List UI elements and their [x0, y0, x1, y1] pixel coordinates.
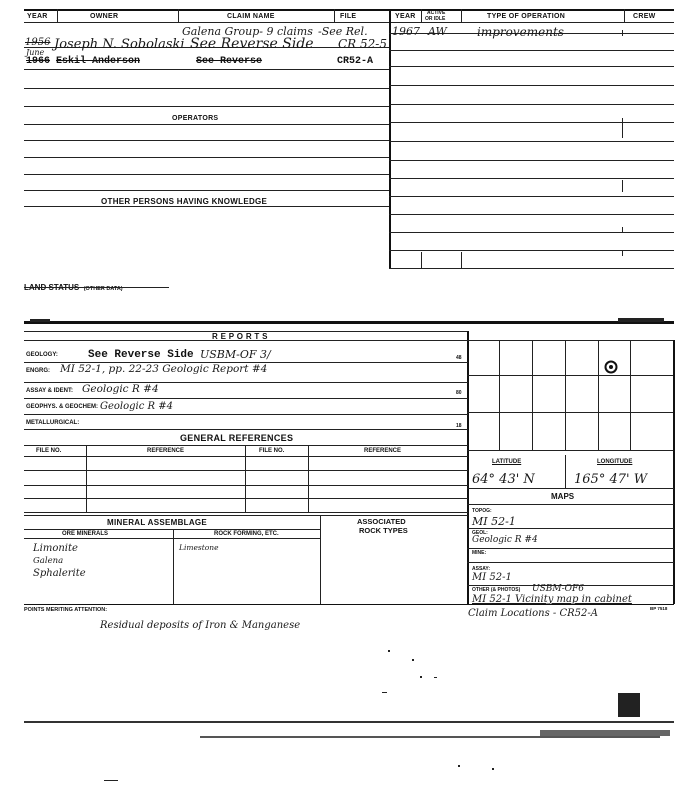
- land-status: [24, 277, 123, 295]
- header-type-of-operation: TYPE OF OPERATION: [487, 13, 566, 20]
- side-number-3: 18: [456, 423, 462, 429]
- other-photos-label: OTHER (& PHOTOS): [472, 587, 521, 593]
- latitude-value: 64° 43' N: [472, 472, 535, 487]
- location-marker-icon: [604, 360, 618, 374]
- header-year-2: YEAR: [395, 13, 416, 20]
- associated-label: ASSOCIATED: [357, 517, 406, 526]
- form-number: BP 7518: [650, 606, 668, 611]
- mineral-assemblage-title: MINERAL ASSEMBLAGE: [107, 518, 208, 527]
- rock-forming-label: ROCK FORMING, ETC.: [214, 531, 279, 537]
- col-file-no-2: FILE NO.: [259, 448, 285, 454]
- rock-forming-item: Limestone: [179, 543, 219, 552]
- geol-label: GEOL:: [472, 530, 488, 536]
- geol-value: Geologic R #4: [472, 535, 538, 545]
- points-meriting-value: Residual deposits of Iron & Manganese: [100, 620, 301, 631]
- longitude-label: LONGITUDE: [597, 459, 633, 465]
- row1-claim-ref: -See Rel.: [318, 25, 368, 38]
- ore-minerals-label: ORE MINERALS: [62, 531, 109, 537]
- header-crew: CREW: [633, 13, 656, 20]
- row3-year: 1966: [26, 56, 51, 67]
- header-or-idle: OR IDLE: [425, 16, 446, 22]
- col-reference-2: REFERENCE: [364, 448, 402, 454]
- maps-label: MAPS: [551, 492, 575, 501]
- row2-claim-name: See Reverse Side: [190, 36, 314, 52]
- other-photos-value-1: USBM-OF6: [532, 584, 584, 594]
- rock-types-label: ROCK TYPES: [359, 526, 408, 535]
- land-status-title: LAND STATUS: [24, 283, 80, 292]
- assay-ident-label: ASSAY & IDENT:: [26, 388, 74, 394]
- geophys-value: Geologic R #4: [100, 401, 173, 412]
- row2-year-correction: June: [26, 48, 45, 57]
- assay-map-label: ASSAY:: [472, 566, 491, 572]
- engrg-label: ENGRG:: [26, 368, 50, 374]
- row1-claim-name: Galena Group- 9 claims: [182, 25, 313, 38]
- row2-owner: Joseph N. Sobolaski: [54, 37, 185, 52]
- assay-ident-value: Geologic R #4: [82, 383, 159, 395]
- ore-mineral-item: Galena: [33, 556, 64, 566]
- ore-mineral-item: Limonite: [33, 543, 78, 554]
- header-year: YEAR: [27, 13, 48, 20]
- row1-year: 1967: [392, 25, 420, 38]
- header-file: FILE: [340, 13, 357, 20]
- ore-mineral-item: Sphalerite: [33, 568, 86, 579]
- points-meriting-label: POINTS MERITING ATTENTION:: [24, 607, 108, 613]
- geology-typed: See Reverse Side: [88, 349, 194, 361]
- other-photos-value-2: MI 52-1 Vicinity map in cabinet: [472, 594, 632, 605]
- assay-map-value: MI 52-1: [472, 572, 512, 583]
- scan-mark: [618, 693, 640, 717]
- topog-label: TOPOG:: [472, 508, 492, 514]
- geology-hand: USBM-OF 3/: [200, 348, 271, 361]
- mine-label: MINE:: [472, 550, 487, 556]
- geology-label: GEOLOGY:: [26, 352, 58, 358]
- other-photos-value-3: Claim Locations - CR52-A: [468, 608, 598, 619]
- other-persons-title: OTHER PERSONS HAVING KNOWLEDGE: [101, 197, 268, 206]
- general-references-title: GENERAL REFERENCES: [180, 433, 294, 443]
- topog-value: MI 52-1: [472, 515, 516, 528]
- geophys-label: GEOPHYS. & GEOCHEM:: [26, 404, 99, 410]
- row2-file: CR 52-5: [338, 37, 387, 51]
- row3-owner: Eskil Anderson: [56, 56, 141, 67]
- header-active: ACTIVE: [427, 10, 446, 16]
- longitude-value: 165° 47' W: [574, 472, 648, 487]
- col-reference-1: REFERENCE: [147, 448, 185, 454]
- header-owner: OWNER: [90, 13, 119, 20]
- row1-operation: improvements: [477, 25, 564, 39]
- row3-file: CR52-A: [337, 56, 374, 67]
- engrg-value: MI 52-1, pp. 22-23 Geologic Report #4: [60, 363, 268, 375]
- latitude-label: LATITUDE: [492, 459, 522, 465]
- row1-active: AW: [428, 25, 447, 38]
- metallurgical-label: METALLURGICAL:: [26, 420, 80, 426]
- row2-year: 1956: [25, 37, 51, 48]
- header-claim-name: CLAIM NAME: [227, 13, 275, 20]
- side-number-2: 80: [456, 390, 462, 396]
- row3-claim-name: See Reverse: [196, 56, 263, 67]
- col-file-no-1: FILE NO.: [36, 448, 62, 454]
- side-number-1: 48: [456, 355, 462, 361]
- reports-title: R E P O R T S: [212, 332, 268, 341]
- land-status-sub: (OTHER DATA): [83, 286, 123, 292]
- operators-title: OPERATORS: [172, 115, 219, 122]
